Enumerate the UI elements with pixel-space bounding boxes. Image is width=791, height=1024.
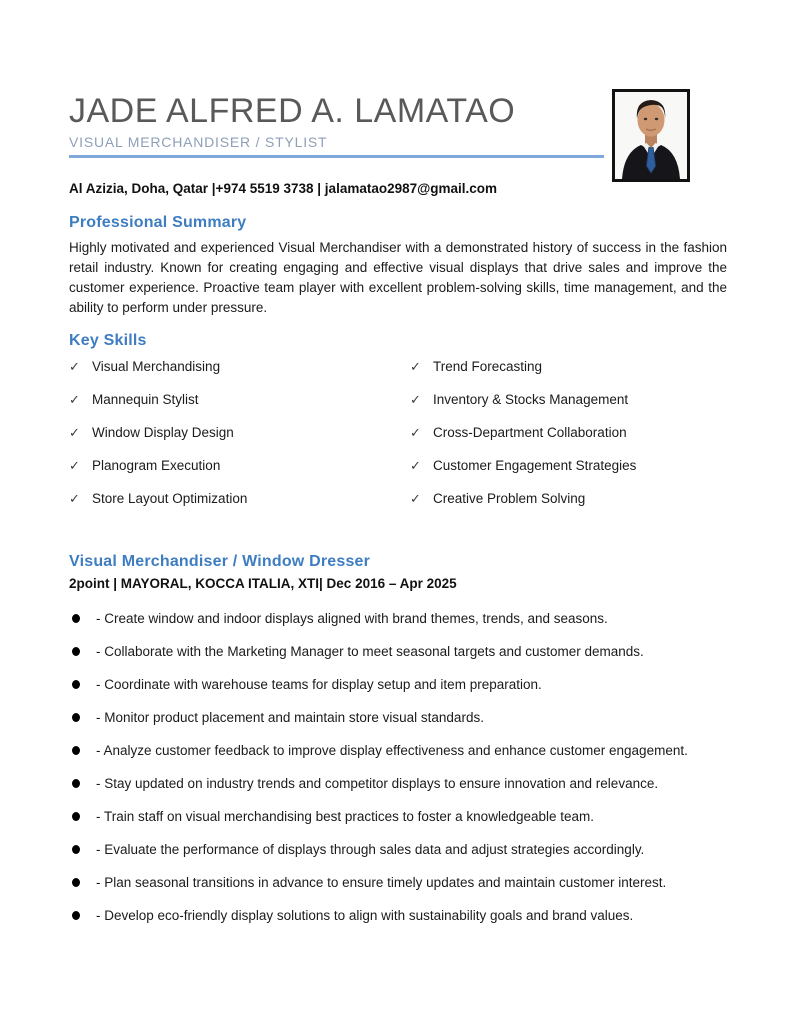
bullet-item xyxy=(69,808,727,825)
skill-item xyxy=(69,424,410,441)
skill-label: Customer Engagement Strategies xyxy=(433,458,637,474)
section-heading-skills: Key Skills xyxy=(69,332,147,350)
check-icon: ✓ xyxy=(410,359,421,375)
experience-bullets xyxy=(69,610,727,924)
skill-item xyxy=(410,457,727,474)
bullet-item xyxy=(69,643,727,660)
contact-line: Al Azizia, Doha, Qatar |+974 5519 3738 | jalamatao2987@gmail.com xyxy=(69,181,498,197)
check-icon: ✓ xyxy=(69,359,80,375)
summary-text: Highly motivated and experienced Visual Merchandiser with a demonstrated history of success in the fashion retail industry. Known for creating engaging and effective visual displays that drive sales and improve the customer experience. Proactive team player with excellent problem-solving skills, time management, and the ability to perform under pressure. xyxy=(69,240,727,316)
check-icon: ✓ xyxy=(410,491,421,507)
bullet-icon xyxy=(72,911,80,920)
page-title: JADE ALFRED A. LAMATAO xyxy=(69,92,516,130)
skill-item xyxy=(69,457,410,474)
check-icon: ✓ xyxy=(410,458,421,474)
bullet-icon xyxy=(72,878,80,887)
experience-meta: 2point | MAYORAL, KOCCA ITALIA, XTI| Dec 2016 – Apr 2025 xyxy=(69,576,457,592)
bullet-icon xyxy=(72,680,80,689)
bullet-text: - Collaborate with the Marketing Manager to meet seasonal targets and customer demands. xyxy=(96,644,644,660)
header-divider xyxy=(69,155,604,158)
skill-label: Visual Merchandising xyxy=(92,359,221,375)
skill-label: Mannequin Stylist xyxy=(92,392,199,408)
bullet-text: - Stay updated on industry trends and competitor displays to ensure innovation and relevance. xyxy=(96,776,659,792)
bullet-text: - Plan seasonal transitions in advance to ensure timely updates and maintain customer interest. xyxy=(96,875,667,891)
bullet-text: - Evaluate the performance of displays through sales data and adjust strategies accordingly. xyxy=(96,842,645,858)
bullet-icon xyxy=(72,713,80,722)
skill-item xyxy=(69,490,410,507)
bullet-text: - Develop eco-friendly display solutions to align with sustainability goals and brand values. xyxy=(96,908,634,924)
skill-item xyxy=(410,490,727,507)
skill-item xyxy=(410,358,727,375)
bullet-icon xyxy=(72,812,80,821)
bullet-text: - Create window and indoor displays aligned with brand themes, trends, and seasons. xyxy=(96,611,608,627)
bullet-text: - Coordinate with warehouse teams for display setup and item preparation. xyxy=(96,677,542,693)
check-icon: ✓ xyxy=(69,491,80,507)
bullet-text: - Monitor product placement and maintain store visual standards. xyxy=(96,710,484,726)
skill-label: Planogram Execution xyxy=(92,458,221,474)
bullet-icon xyxy=(72,779,80,788)
bullet-item xyxy=(69,775,727,792)
bullet-text: - Analyze customer feedback to improve display effectiveness and enhance customer engagement. xyxy=(96,743,688,759)
check-icon: ✓ xyxy=(410,425,421,441)
check-icon: ✓ xyxy=(410,392,421,408)
skill-label: Trend Forecasting xyxy=(433,359,543,375)
skill-label: Window Display Design xyxy=(92,425,234,441)
skill-label: Inventory & Stocks Management xyxy=(433,392,629,408)
check-icon: ✓ xyxy=(69,392,80,408)
bullet-item xyxy=(69,874,727,891)
skill-item xyxy=(410,391,727,408)
bullet-item xyxy=(69,907,727,924)
bullet-item xyxy=(69,676,727,693)
skill-label: Cross-Department Collaboration xyxy=(433,425,627,441)
bullet-item xyxy=(69,841,727,858)
skill-item xyxy=(69,391,410,408)
skills-list xyxy=(69,358,727,507)
bullet-icon xyxy=(72,845,80,854)
skill-item xyxy=(410,424,727,441)
section-heading-summary: Professional Summary xyxy=(69,214,247,232)
bullet-icon xyxy=(72,647,80,656)
bullet-item xyxy=(69,709,727,726)
bullet-icon xyxy=(72,746,80,755)
skill-item xyxy=(69,358,410,375)
skill-label: Store Layout Optimization xyxy=(92,491,248,507)
skill-label: Creative Problem Solving xyxy=(433,491,586,507)
bullet-item xyxy=(69,610,727,627)
portrait-illustration xyxy=(615,92,687,179)
job-title: VISUAL MERCHANDISER / STYLIST xyxy=(69,134,328,151)
bullet-text: - Train staff on visual merchandising best practices to foster a knowledgeable team. xyxy=(96,809,595,825)
check-icon: ✓ xyxy=(69,425,80,441)
check-icon: ✓ xyxy=(69,458,80,474)
section-heading-experience: Visual Merchandiser / Window Dresser xyxy=(69,553,371,571)
bullet-icon xyxy=(72,614,80,623)
bullet-item xyxy=(69,742,727,759)
portrait-photo xyxy=(612,89,690,182)
